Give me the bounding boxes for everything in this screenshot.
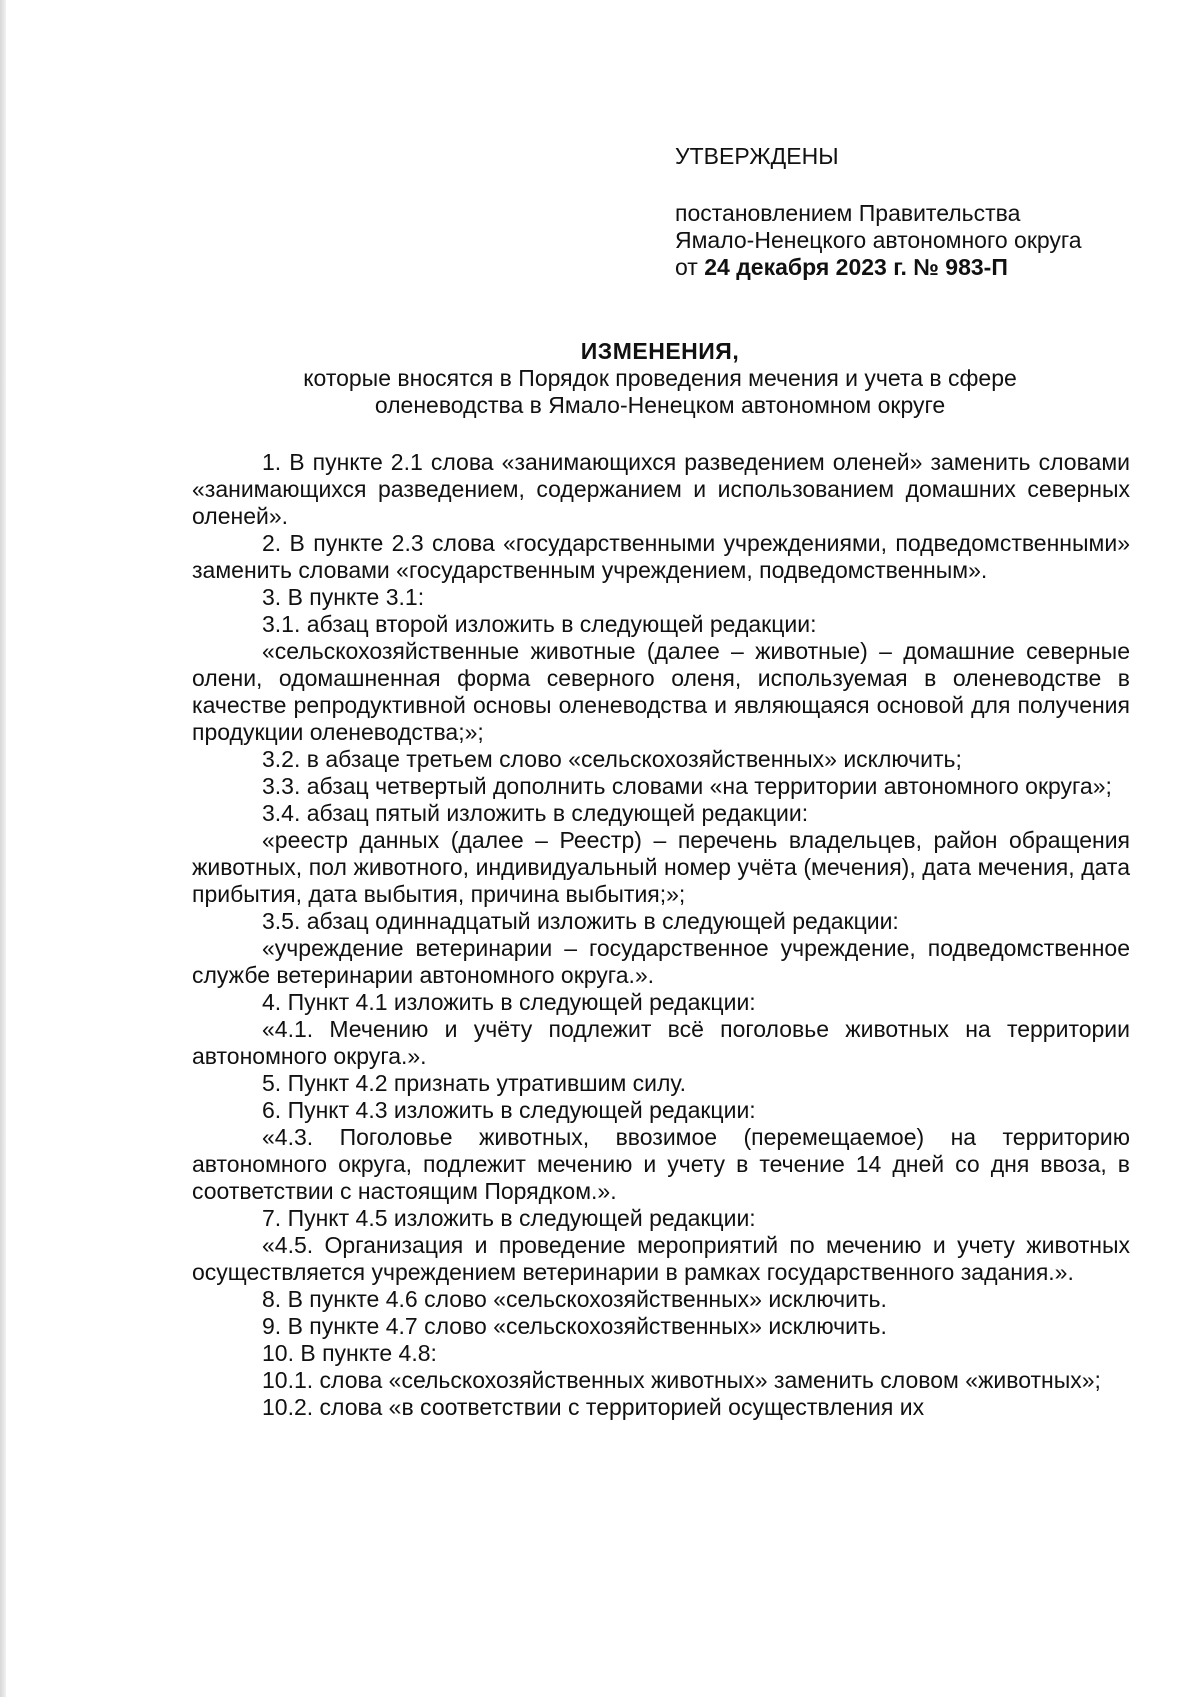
approval-line-2: Ямало-Ненецкого автономного округа [675,227,1082,253]
paragraph: 5. Пункт 4.2 признать утратившим силу. [262,1070,687,1096]
paragraph: 8. В пункте 4.6 слово «сельскохозяйственных» исключить. [262,1286,887,1312]
paragraph: 3. В пункте 3.1: [262,584,425,610]
paragraph: 6. Пункт 4.3 изложить в следующей редакции: [262,1097,756,1123]
approval-date-value: 24 декабря 2023 г. № 983-П [704,254,1008,280]
document-title-block [190,338,1130,419]
paragraph: 3.3. абзац четвертый дополнить словами «на территории автономного округа»; [262,773,1112,799]
paragraph: 4. Пункт 4.1 изложить в следующей редакции: [262,989,756,1015]
paragraph: 3.1. абзац второй изложить в следующей редакции: [262,611,817,637]
approval-heading: УТВЕРЖДЕНЫ [675,143,839,169]
document-subtitle-line-1: которые вносятся в Порядок проведения мечения и учета в сфере [303,365,1017,391]
document-body [192,449,1130,1421]
paragraph: 3.5. абзац одиннадцатый изложить в следующей редакции: [262,908,899,934]
paragraph: 3.4. абзац пятый изложить в следующей редакции: [262,800,809,826]
paragraph: 9. В пункте 4.7 слово «сельскохозяйственных» исключить. [262,1313,887,1339]
approval-line-1: постановлением Правительства [675,200,1021,226]
paragraph: 10.2. слова «в соответствии с территорией осуществления их [262,1394,925,1420]
paragraph: «4.1. Мечению и учёту подлежит всё поголовье животных на территории автономного округа.». [192,1016,1130,1069]
document-subtitle-line-2: оленеводства в Ямало-Ненецком автономном округе [374,392,946,418]
paragraph: «4.5. Организация и проведение мероприятий по мечению и учету животных осуществляется учреждением ветеринарии в рамках государственного задания.». [192,1232,1130,1285]
paragraph: 2. В пункте 2.3 слова «государственными учреждениями, подведомственными» заменить словами «государственным учреждением, подведомственным». [192,530,1130,583]
paragraph: 10. В пункте 4.8: [262,1340,437,1366]
paragraph: «сельскохозяйственные животные (далее – животные) – домашние северные олени, одомашненная форма северного оленя, используемая в оленеводстве в качестве репродуктивной основы оленеводства и являющаяся основой для получения продукции оленеводства;»; [192,638,1130,745]
approval-date-prefix: от [675,254,698,280]
paragraph: 7. Пункт 4.5 изложить в следующей редакции: [262,1205,756,1231]
paragraph: «4.3. Поголовье животных, ввозимое (перемещаемое) на территорию автономного округа, подлежит мечению и учету в течение 14 дней со дня ввоза, в соответствии с настоящим Порядком.». [192,1124,1130,1204]
approval-date-line [675,254,1155,281]
paragraph: 1. В пункте 2.1 слова «занимающихся разведением оленей» заменить словами «занимающихся разведением, содержанием и использованием домашних северных оленей». [192,449,1130,529]
paragraph: «учреждение ветеринарии – государственное учреждение, подведомственное службе ветеринарии автономного округа.». [192,935,1130,988]
document-title: ИЗМЕНЕНИЯ, [580,338,740,364]
paragraph: 3.2. в абзаце третьем слово «сельскохозяйственных» исключить; [262,746,962,772]
approval-stamp-block [675,143,1155,281]
paragraph: 10.1. слова «сельскохозяйственных животных» заменить словом «животных»; [262,1367,1101,1393]
paragraph: «реестр данных (далее – Реестр) – перечень владельцев, район обращения животных, пол животного, индивидуальный номер учёта (мечения), дата мечения, дата прибытия, дата выбытия, причина выбытия;»; [192,827,1130,907]
page-left-edge-shadow [0,0,6,1697]
